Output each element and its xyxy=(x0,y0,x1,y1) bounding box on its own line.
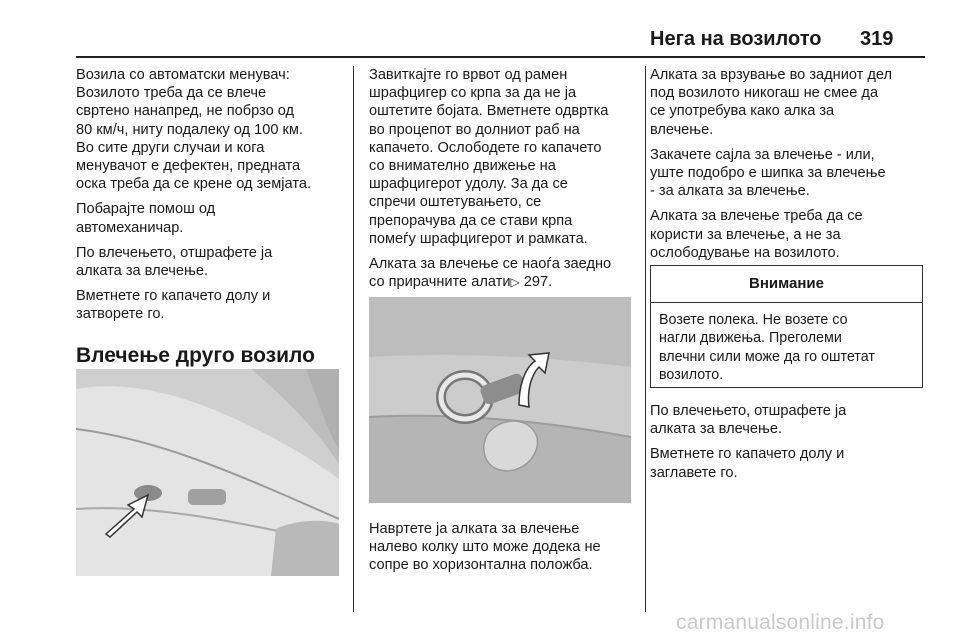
warning-text: Возете полека. Не возете со нагли движења. Преголеми влечни сили може да го оштетат возилото. xyxy=(659,312,875,384)
page-header-title: Нега на возилото xyxy=(650,28,822,50)
page-reference-arrow-icon: ▷ xyxy=(510,275,520,290)
section-heading: Влечење друго возило xyxy=(76,343,315,367)
col1-paragraph-2: Побарајте помош од автомеханичар. xyxy=(76,201,216,236)
header-rule xyxy=(76,56,925,58)
column-3-lower xyxy=(650,402,928,489)
col2-paragraph-2-text: Алката за влечење се наоѓа заедно со прирачните алати xyxy=(369,256,612,291)
col3-paragraph-2: Закачете сајла за влечење - или, уште подобро е шипка за влечење - за алката за влечење. xyxy=(650,146,886,200)
column-divider-2 xyxy=(645,66,646,612)
column-divider-1 xyxy=(353,66,354,612)
column-2 xyxy=(369,66,639,291)
col3-paragraph-1: Алката за врзување во задниот дел под возилото никогаш не смее да се употребува како алка за влечење. xyxy=(650,67,893,138)
col3-paragraph-4: По влечењето, отшрафете ја алката за влечење. xyxy=(650,403,847,438)
col2-paragraph-2 xyxy=(369,255,639,291)
page-reference-link[interactable]: 297. xyxy=(519,274,553,291)
towing-eye-drawing xyxy=(369,297,631,503)
col1-paragraph-4: Вметнете го капачето долу и затворете го. xyxy=(76,288,271,323)
rear-bumper-drawing xyxy=(76,369,339,576)
column-1 xyxy=(76,66,348,392)
warning-box xyxy=(650,265,923,388)
col3-paragraph-5: Вметнете го капачето долу и заглавете го. xyxy=(650,446,845,481)
col1-paragraph-3: По влечењето, отшрафете ја алката за влечење. xyxy=(76,244,273,280)
page-number: 319 xyxy=(860,28,894,50)
warning-title: Внимание xyxy=(651,266,922,303)
towing-eye-cover-illustration xyxy=(76,369,339,576)
col2-paragraph-3: Навртете ја алката за влечење налево колку што може додека не сопре во хоризонтална положба. xyxy=(369,521,601,574)
col3-paragraph-3: Алката за влечење треба да се користи за влечење, а не за ослободување на возилото. xyxy=(650,208,863,261)
towing-eye-illustration xyxy=(369,297,631,503)
col2-paragraph-1: Завиткајте го врвот од рамен шрафцигер со крпа за да не ја оштетите бојата. Вметнете одвртка во процепот во долниот раб на капачето. Ослободете го капачето со внимателно движење на шрафцигерот удолу. За да се спречи оштетувањето, се препорачува да се стави крпа помеѓу шрафцигерот и рамката. xyxy=(369,67,609,247)
col1-paragraph-1: Возила со автоматски менувач: Возилото треба да се влече свртено нанапред, не побрзо од 80 км/ч, ниту подалеку од 100 км. Во сите други случаи и кога менувачот е дефектен, предната оска треба да се крене од земјата. xyxy=(76,67,312,193)
watermark-text: carmanualsonline.info xyxy=(676,611,885,634)
column-2-lower xyxy=(369,520,639,582)
column-3 xyxy=(650,66,928,269)
